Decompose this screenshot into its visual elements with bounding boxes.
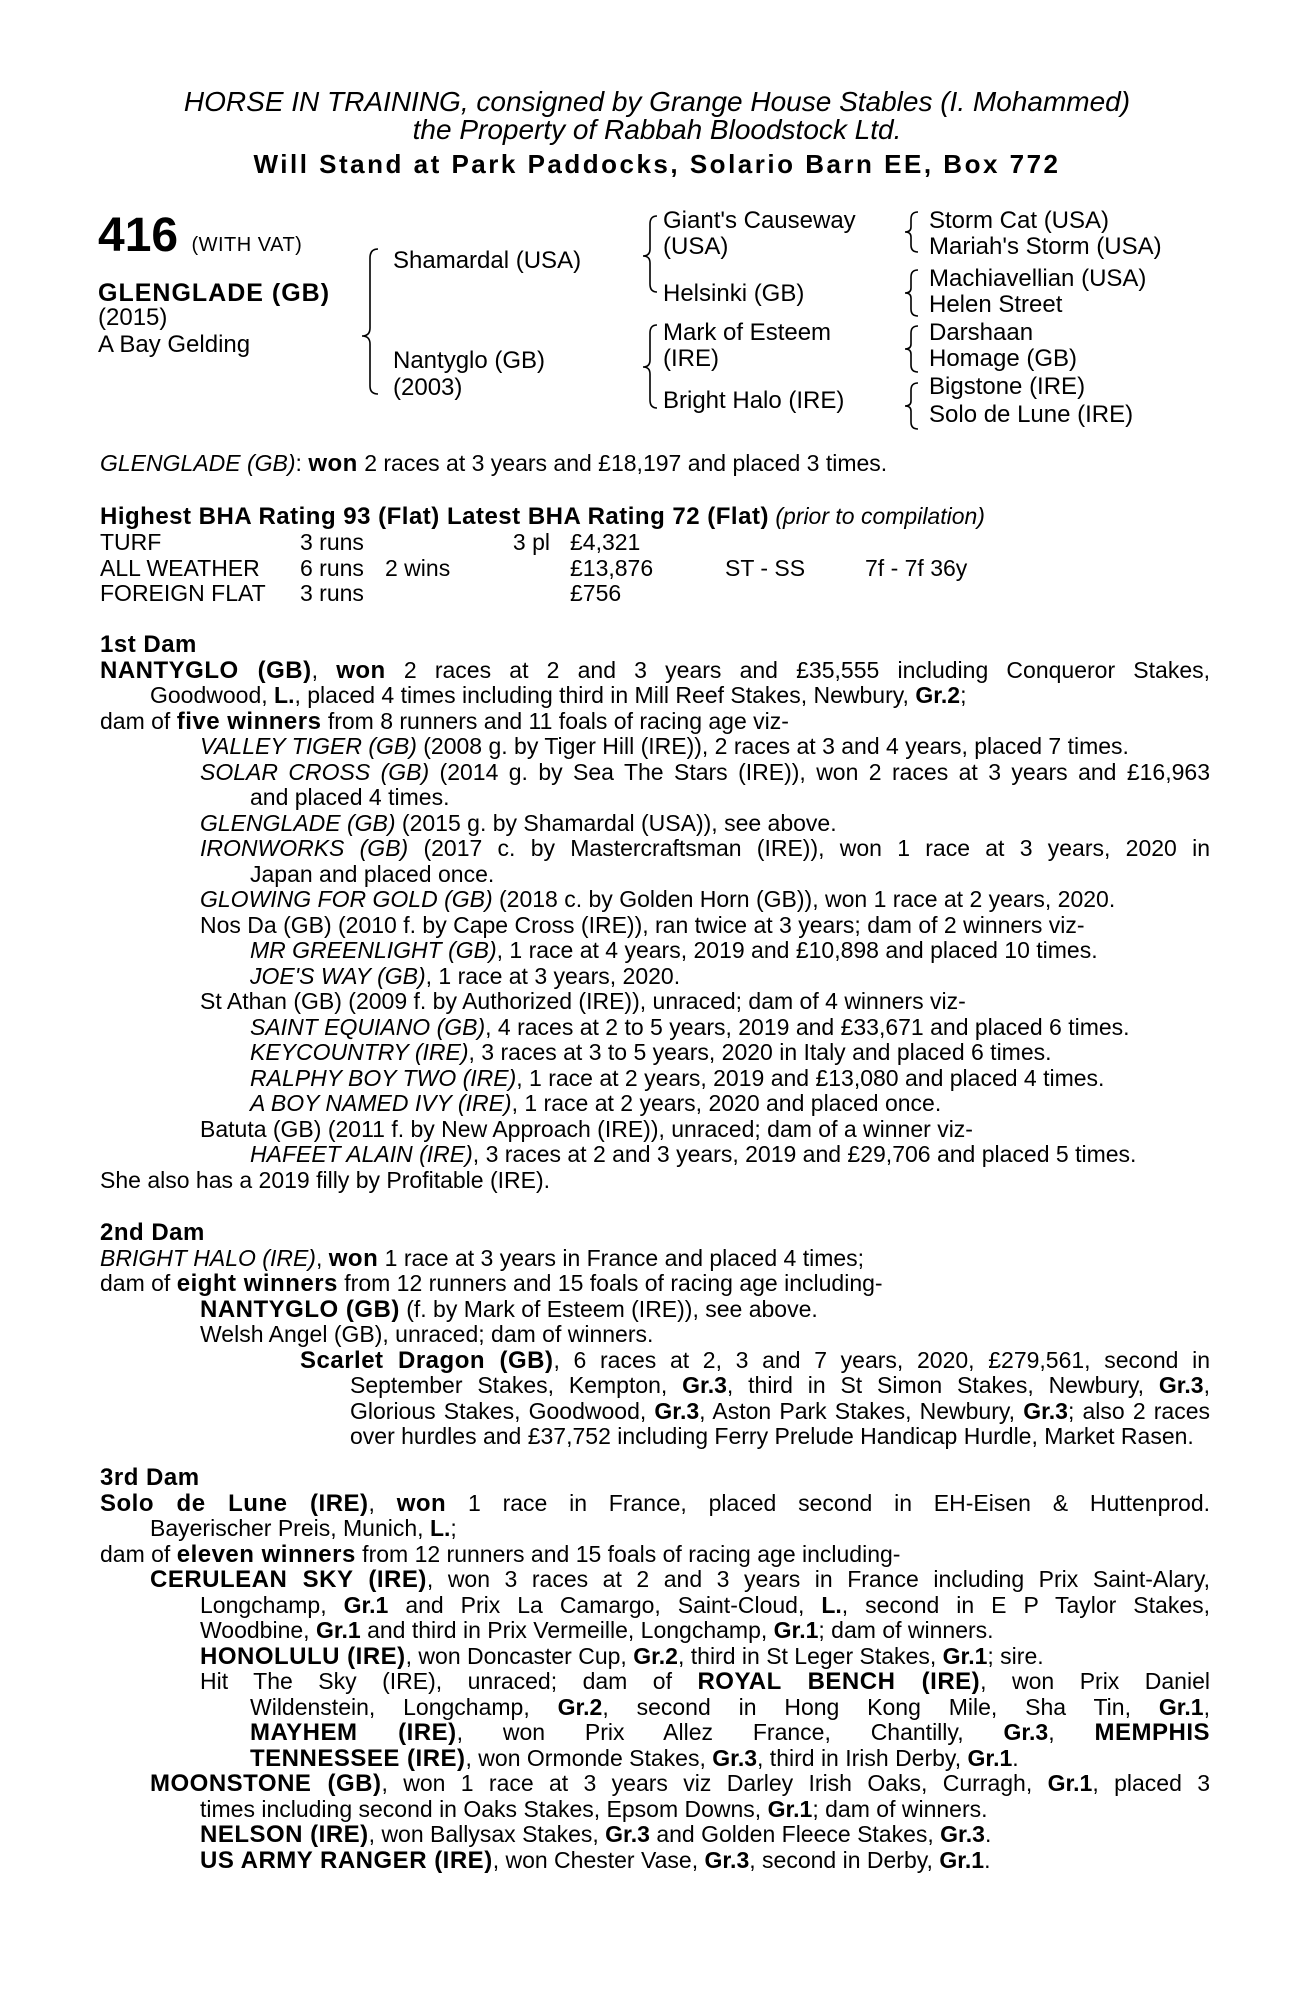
text: ,: [311, 656, 337, 683]
winners-count: five winners: [176, 707, 322, 735]
first-dam-line: [100, 683, 1210, 709]
produce-name: ROYAL BENCH (IRE): [697, 1668, 981, 1695]
produce-line: She also has a 2019 filly by Profitable (IRE).: [100, 1166, 551, 1193]
text: , Aston Park Stakes, Newbury,: [699, 1397, 1024, 1424]
record-distance: [865, 530, 1015, 556]
grade: Gr.1: [967, 1744, 1013, 1771]
text: Longchamp,: [200, 1591, 344, 1618]
produce-name: MR GREENLIGHT (GB): [250, 937, 497, 963]
text: (2008 g. by Tiger Hill (IRE)), 2 races at 3 and 4 years, placed 7 times.: [416, 733, 1129, 759]
text: and Golden Fleece Stakes,: [649, 1821, 941, 1847]
produce-name: NELSON (IRE): [200, 1821, 369, 1848]
first-dam-section: [100, 632, 1210, 1193]
third-dam-section: [100, 1465, 1210, 1873]
pedigree-gg6: Homage (GB): [929, 345, 1078, 372]
text: , won Prix Allez France, Chantilly,: [456, 1719, 1004, 1745]
produce-line: [100, 1297, 1210, 1323]
race-record-table: [100, 530, 1015, 607]
grade: Gr.1: [773, 1617, 819, 1643]
rating-line: [100, 503, 985, 530]
won-label: won: [396, 1489, 447, 1517]
text: ,: [315, 1244, 329, 1271]
grade: Gr.3: [1023, 1397, 1068, 1424]
produce-name: HONOLULU (IRE): [200, 1642, 406, 1670]
text: (2017 c. by Mastercraftsman (IRE)), won 1 race at 3 years, 2020 in: [408, 835, 1210, 861]
race-summary: [100, 450, 887, 477]
produce-line: over hurdles and £37,752 including Ferry Prelude Handicap Hurdle, Market Rasen.: [350, 1423, 1194, 1449]
grade: Gr.3: [712, 1744, 758, 1771]
text: , 4 races at 2 to 5 years, 2019 and £33,671 and placed 6 times.: [485, 1013, 1130, 1040]
produce-name: SOLAR CROSS (GB): [200, 758, 430, 785]
text: .: [1012, 1744, 1019, 1771]
produce-line: [100, 887, 1210, 913]
first-dam-heading: 1st Dam: [100, 631, 197, 658]
text: (2018 c. by Golden Horn (GB)), won 1 race at 2 years, 2020.: [492, 886, 1116, 912]
record-earnings: £756: [570, 580, 622, 606]
first-dam-name: NANTYGLO (GB): [100, 656, 312, 684]
produce-name: GLOWING FOR GOLD (GB): [200, 886, 493, 912]
rating-bold: Highest BHA Rating 93 (Flat) Latest BHA Rating 72 (Flat): [100, 503, 769, 530]
text: ; dam of winners.: [818, 1617, 994, 1643]
text: Hit The Sky (IRE), unraced; dam of: [200, 1668, 698, 1694]
grade: L.: [274, 682, 295, 708]
text: , third in St Simon Stakes, Newbury,: [726, 1372, 1159, 1398]
text: dam of: [100, 1540, 177, 1567]
owner-line: the Property of Rabbah Bloodstock Ltd.: [412, 114, 902, 145]
summary-horse-name: GLENGLADE (GB): [100, 450, 296, 476]
second-dam-section: [100, 1220, 1210, 1450]
produce-line: [100, 964, 1210, 990]
pedigree-sire-sire-country: (USA): [663, 233, 729, 260]
produce-line: [100, 1066, 1210, 1092]
text: 2 races at 2 and 3 years and £35,555 including Conqueror Stakes,: [385, 656, 1211, 683]
produce-name: VALLEY TIGER (GB): [200, 733, 417, 759]
record-runs: 3 runs: [300, 580, 364, 606]
record-type: ALL WEATHER: [100, 554, 260, 581]
text: , third in St Leger Stakes,: [677, 1642, 943, 1669]
produce-name: GLENGLADE (GB): [200, 809, 396, 836]
text: , won Ormonde Stakes,: [465, 1744, 713, 1771]
third-dam-line: [100, 1542, 1210, 1568]
grade: L.: [821, 1591, 842, 1618]
third-dam-heading: 3rd Dam: [100, 1464, 200, 1491]
text: , won Doncaster Cup,: [405, 1642, 634, 1669]
grade: Gr.2: [633, 1642, 678, 1669]
second-dam-heading: 2nd Dam: [100, 1219, 205, 1246]
text: .: [984, 1821, 992, 1847]
won-label: won: [328, 1244, 379, 1272]
location-line: Will Stand at Park Paddocks, Solario Barn EE, Box 772: [253, 149, 1061, 179]
produce-line: [100, 1720, 1210, 1746]
text: , won Prix Daniel: [980, 1668, 1210, 1694]
produce-line: [100, 1771, 1210, 1797]
record-row: [100, 556, 1015, 582]
pedigree-dam-year: (2003): [393, 374, 463, 401]
winners-count: eight winners: [176, 1270, 338, 1297]
grade: Gr.1: [315, 1617, 361, 1643]
record-placed: [480, 556, 570, 582]
produce-name: US ARMY RANGER (IRE): [200, 1846, 493, 1874]
text: (2014 g. by Sea The Stars (IRE)), won 2 races at 3 years and £16,963: [429, 758, 1210, 785]
third-dam-line: [100, 1491, 1210, 1517]
summary-rest: 2 races at 3 years and £18,197 and placed 3 times.: [364, 450, 888, 476]
summary-won: won: [308, 450, 358, 477]
third-dam-name: Solo de Lune (IRE): [100, 1489, 369, 1517]
text: , second in Derby,: [749, 1846, 940, 1873]
record-earnings: £4,321: [570, 529, 641, 555]
text: , third in Irish Derby,: [757, 1744, 968, 1771]
produce-name: A BOY NAMED IVY (IRE): [250, 1090, 512, 1116]
record-runs: 6 runs: [300, 554, 364, 581]
record-placed: [480, 581, 570, 607]
record-row: [100, 581, 1015, 607]
won-label: won: [336, 656, 386, 684]
pedigree-gg5: Darshaan: [929, 319, 1034, 346]
text: 1 race at 3 years in France and placed 4 times;: [378, 1244, 865, 1271]
text: Woodbine,: [200, 1617, 316, 1643]
produce-line: [100, 1593, 1210, 1619]
produce-name: KEYCOUNTRY (IRE): [250, 1039, 469, 1065]
record-distance: [865, 581, 1015, 607]
grade: L.: [429, 1515, 451, 1541]
consignor-line: HORSE IN TRAINING, consigned by Grange House Stables (I. Mohammed): [183, 86, 1131, 117]
produce-line: [100, 1695, 1210, 1721]
grade: Gr.3: [654, 1397, 700, 1424]
produce-name: IRONWORKS (GB): [200, 835, 409, 861]
produce-name: MEMPHIS: [1094, 1719, 1211, 1746]
grade: Gr.1: [942, 1642, 988, 1669]
grade: Gr.3: [682, 1372, 727, 1398]
pedigree-gg7: Bigstone (IRE): [929, 373, 1086, 400]
produce-name: MAYHEM (IRE): [250, 1719, 457, 1746]
text: , 3 races at 2 and 3 years, 2019 and £29,706 and placed 5 times.: [472, 1141, 1137, 1167]
produce-line: [100, 1040, 1210, 1066]
text: ; also 2 races: [1067, 1397, 1210, 1424]
text: , 1 race at 3 years, 2020.: [425, 962, 681, 989]
horse-year: (2015): [98, 304, 168, 331]
text: , placed 4 times including third in Mill Reef Stakes, Newbury,: [294, 682, 916, 708]
produce-line: St Athan (GB) (2009 f. by Authorized (IRE)), unraced; dam of 4 winners viz-: [200, 988, 966, 1014]
pedigree-sire-sire: Giant's Causeway: [663, 207, 856, 234]
record-row: [100, 530, 1015, 556]
produce-name: HAFEET ALAIN (IRE): [250, 1141, 473, 1167]
text: and Prix La Camargo, Saint-Cloud,: [388, 1591, 822, 1618]
text: , won Ballysax Stakes,: [368, 1821, 606, 1847]
grade: Gr.1: [767, 1795, 813, 1822]
lot-number-value: 416: [98, 209, 179, 262]
text: Goodwood,: [150, 682, 275, 708]
text: ; sire.: [987, 1642, 1044, 1669]
produce-line: Batuta (GB) (2011 f. by New Approach (IRE)), unraced; dam of a winner viz-: [200, 1115, 973, 1142]
text: ,: [1203, 1693, 1210, 1720]
text: , 6 races at 2, 3 and 7 years, 2020, £279,561, second in: [553, 1346, 1210, 1373]
second-dam-line: [100, 1271, 1210, 1297]
grade: Gr.1: [343, 1591, 389, 1618]
pedigree-brackets: [0, 0, 1314, 440]
text: , second in E P Taylor Stakes,: [841, 1591, 1210, 1618]
text: and third in Prix Vermeille, Longchamp,: [360, 1617, 774, 1643]
produce-line: [100, 1142, 1210, 1168]
produce-line: [100, 1618, 1210, 1644]
first-dam-line: [100, 658, 1210, 684]
produce-name: Scarlet Dragon (GB): [300, 1346, 554, 1374]
third-dam-line: [100, 1516, 1210, 1542]
grade: Gr.1: [1047, 1770, 1093, 1796]
grade: Gr.3: [1003, 1719, 1049, 1745]
record-going: [725, 530, 865, 556]
text: Bayerischer Preis, Munich,: [150, 1515, 430, 1541]
pedigree-dam-sire: Mark of Esteem: [663, 319, 832, 346]
grade: Gr.1: [939, 1846, 985, 1873]
text: , won 3 races at 2 and 3 years in France including Prix Saint-Alary,: [426, 1566, 1210, 1592]
horse-description: A Bay Gelding: [98, 331, 251, 358]
produce-line: [100, 1848, 1210, 1874]
record-placed: 3 pl: [512, 529, 550, 555]
grade: Gr.3: [940, 1821, 985, 1847]
record-going: [725, 581, 865, 607]
text: ,: [368, 1489, 397, 1516]
pedigree-dam-sire-country: (IRE): [663, 345, 719, 372]
produce-line: Japan and placed once.: [250, 860, 495, 887]
produce-name: TENNESSEE (IRE): [250, 1744, 466, 1772]
record-type: FOREIGN FLAT: [100, 580, 266, 606]
text: , 1 race at 4 years, 2019 and £10,898 and placed 10 times.: [496, 937, 1098, 963]
pedigree-gg4: Helen Street: [929, 291, 1063, 318]
second-dam-line: [100, 1246, 1210, 1272]
text: times including second in Oaks Stakes, Epsom Downs,: [200, 1795, 768, 1822]
summary-colon: :: [295, 450, 302, 476]
text: , won Chester Vase,: [492, 1846, 705, 1873]
text: dam of: [100, 707, 177, 734]
text: from 8 runners and 11 foals of racing age viz-: [321, 707, 789, 734]
text: , placed 3: [1092, 1770, 1210, 1796]
text: 1 race in France, placed second in EH-Eisen & Huttenprod.: [446, 1489, 1211, 1516]
record-wins: [385, 581, 480, 607]
produce-line: [100, 938, 1210, 964]
produce-line: and placed 4 times.: [250, 784, 450, 810]
text: (f. by Mark of Esteem (IRE)), see above.: [399, 1295, 818, 1322]
record-wins: 2 wins: [385, 554, 451, 581]
text: Wildenstein, Longchamp,: [250, 1693, 558, 1720]
produce-name: JOE'S WAY (GB): [250, 962, 426, 989]
pedigree-gg1: Storm Cat (USA): [929, 207, 1110, 234]
grade: Gr.2: [557, 1693, 603, 1720]
produce-line: [100, 1746, 1210, 1772]
pedigree-sire-dam: Helsinki (GB): [663, 280, 805, 307]
produce-line: [100, 1373, 1210, 1399]
text: ; dam of winners.: [812, 1795, 988, 1822]
text: .: [984, 1846, 991, 1873]
text: , 1 race at 2 years, 2019 and £13,080 and placed 4 times.: [516, 1064, 1105, 1091]
record-distance: 7f - 7f 36y: [865, 554, 968, 581]
grade: Gr.3: [1158, 1372, 1204, 1398]
text: from 12 runners and 15 foals of racing age including-: [355, 1540, 901, 1567]
produce-line: [100, 1015, 1210, 1041]
produce-name: NANTYGLO (GB): [200, 1295, 400, 1323]
produce-line: [100, 1567, 1210, 1593]
produce-name: CERULEAN SKY (IRE): [150, 1566, 427, 1593]
record-wins: [385, 530, 480, 556]
record-earnings: £13,876: [570, 554, 654, 581]
pedigree-sire: Shamardal (USA): [393, 247, 582, 274]
text: Glorious Stakes, Goodwood,: [350, 1397, 655, 1424]
text: ,: [1048, 1719, 1095, 1745]
record-type: TURF: [100, 529, 162, 555]
winners-count: eleven winners: [176, 1540, 356, 1568]
produce-name: SAINT EQUIANO (GB): [250, 1013, 486, 1040]
pedigree-dam: Nantyglo (GB): [393, 347, 546, 374]
produce-line: Welsh Angel (GB), unraced; dam of winners.: [200, 1321, 654, 1347]
produce-line: [100, 760, 1210, 786]
first-dam-line: [100, 709, 1210, 735]
text: dam of: [100, 1270, 177, 1296]
record-runs: 3 runs: [300, 529, 364, 555]
produce-line: [100, 811, 1210, 837]
produce-line: Nos Da (GB) (2010 f. by Cape Cross (IRE)), ran twice at 3 years; dam of 2 winners viz-: [200, 911, 1085, 938]
produce-line: [100, 1822, 1210, 1848]
text: (2015 g. by Shamardal (USA)), see above.: [395, 809, 837, 836]
produce-name: MOONSTONE (GB): [150, 1770, 382, 1797]
text: , 3 races at 3 to 5 years, 2020 in Italy and placed 6 times.: [468, 1039, 1052, 1065]
produce-line: [100, 836, 1210, 862]
text: , second in Hong Kong Mile, Sha Tin,: [602, 1693, 1159, 1720]
second-dam-name: BRIGHT HALO (IRE): [100, 1244, 316, 1271]
pedigree-gg2: Mariah's Storm (USA): [929, 233, 1162, 260]
pedigree-gg3: Machiavellian (USA): [929, 265, 1147, 292]
pedigree-dam-dam: Bright Halo (IRE): [663, 387, 845, 414]
produce-line: [100, 1669, 1210, 1695]
horse-name: GLENGLADE (GB): [98, 279, 331, 307]
record-going: ST - SS: [725, 554, 806, 581]
grade: Gr.3: [605, 1821, 650, 1847]
text: ,: [1203, 1372, 1210, 1398]
grade: Gr.1: [1158, 1693, 1204, 1720]
text: ;: [450, 1515, 457, 1541]
text: , 1 race at 2 years, 2020 and placed once.: [511, 1090, 942, 1116]
produce-line: [100, 1399, 1210, 1425]
produce-name: RALPHY BOY TWO (IRE): [250, 1064, 517, 1091]
pedigree-gg8: Solo de Lune (IRE): [929, 401, 1134, 428]
produce-line: [100, 1091, 1210, 1117]
rating-note: (prior to compilation): [775, 503, 985, 529]
vat-note: (WITH VAT): [191, 234, 303, 256]
text: from 12 runners and 15 foals of racing age including-: [337, 1270, 883, 1296]
text: September Stakes, Kempton,: [350, 1372, 683, 1398]
text: ;: [960, 682, 967, 708]
grade: Gr.3: [704, 1846, 750, 1873]
text: , won 1 race at 3 years viz Darley Irish Oaks, Curragh,: [381, 1770, 1048, 1796]
grade: Gr.2: [915, 682, 961, 708]
produce-line: [100, 1644, 1210, 1670]
produce-line: [100, 1348, 1210, 1374]
produce-line: [100, 734, 1210, 760]
produce-line: [100, 1797, 1210, 1823]
